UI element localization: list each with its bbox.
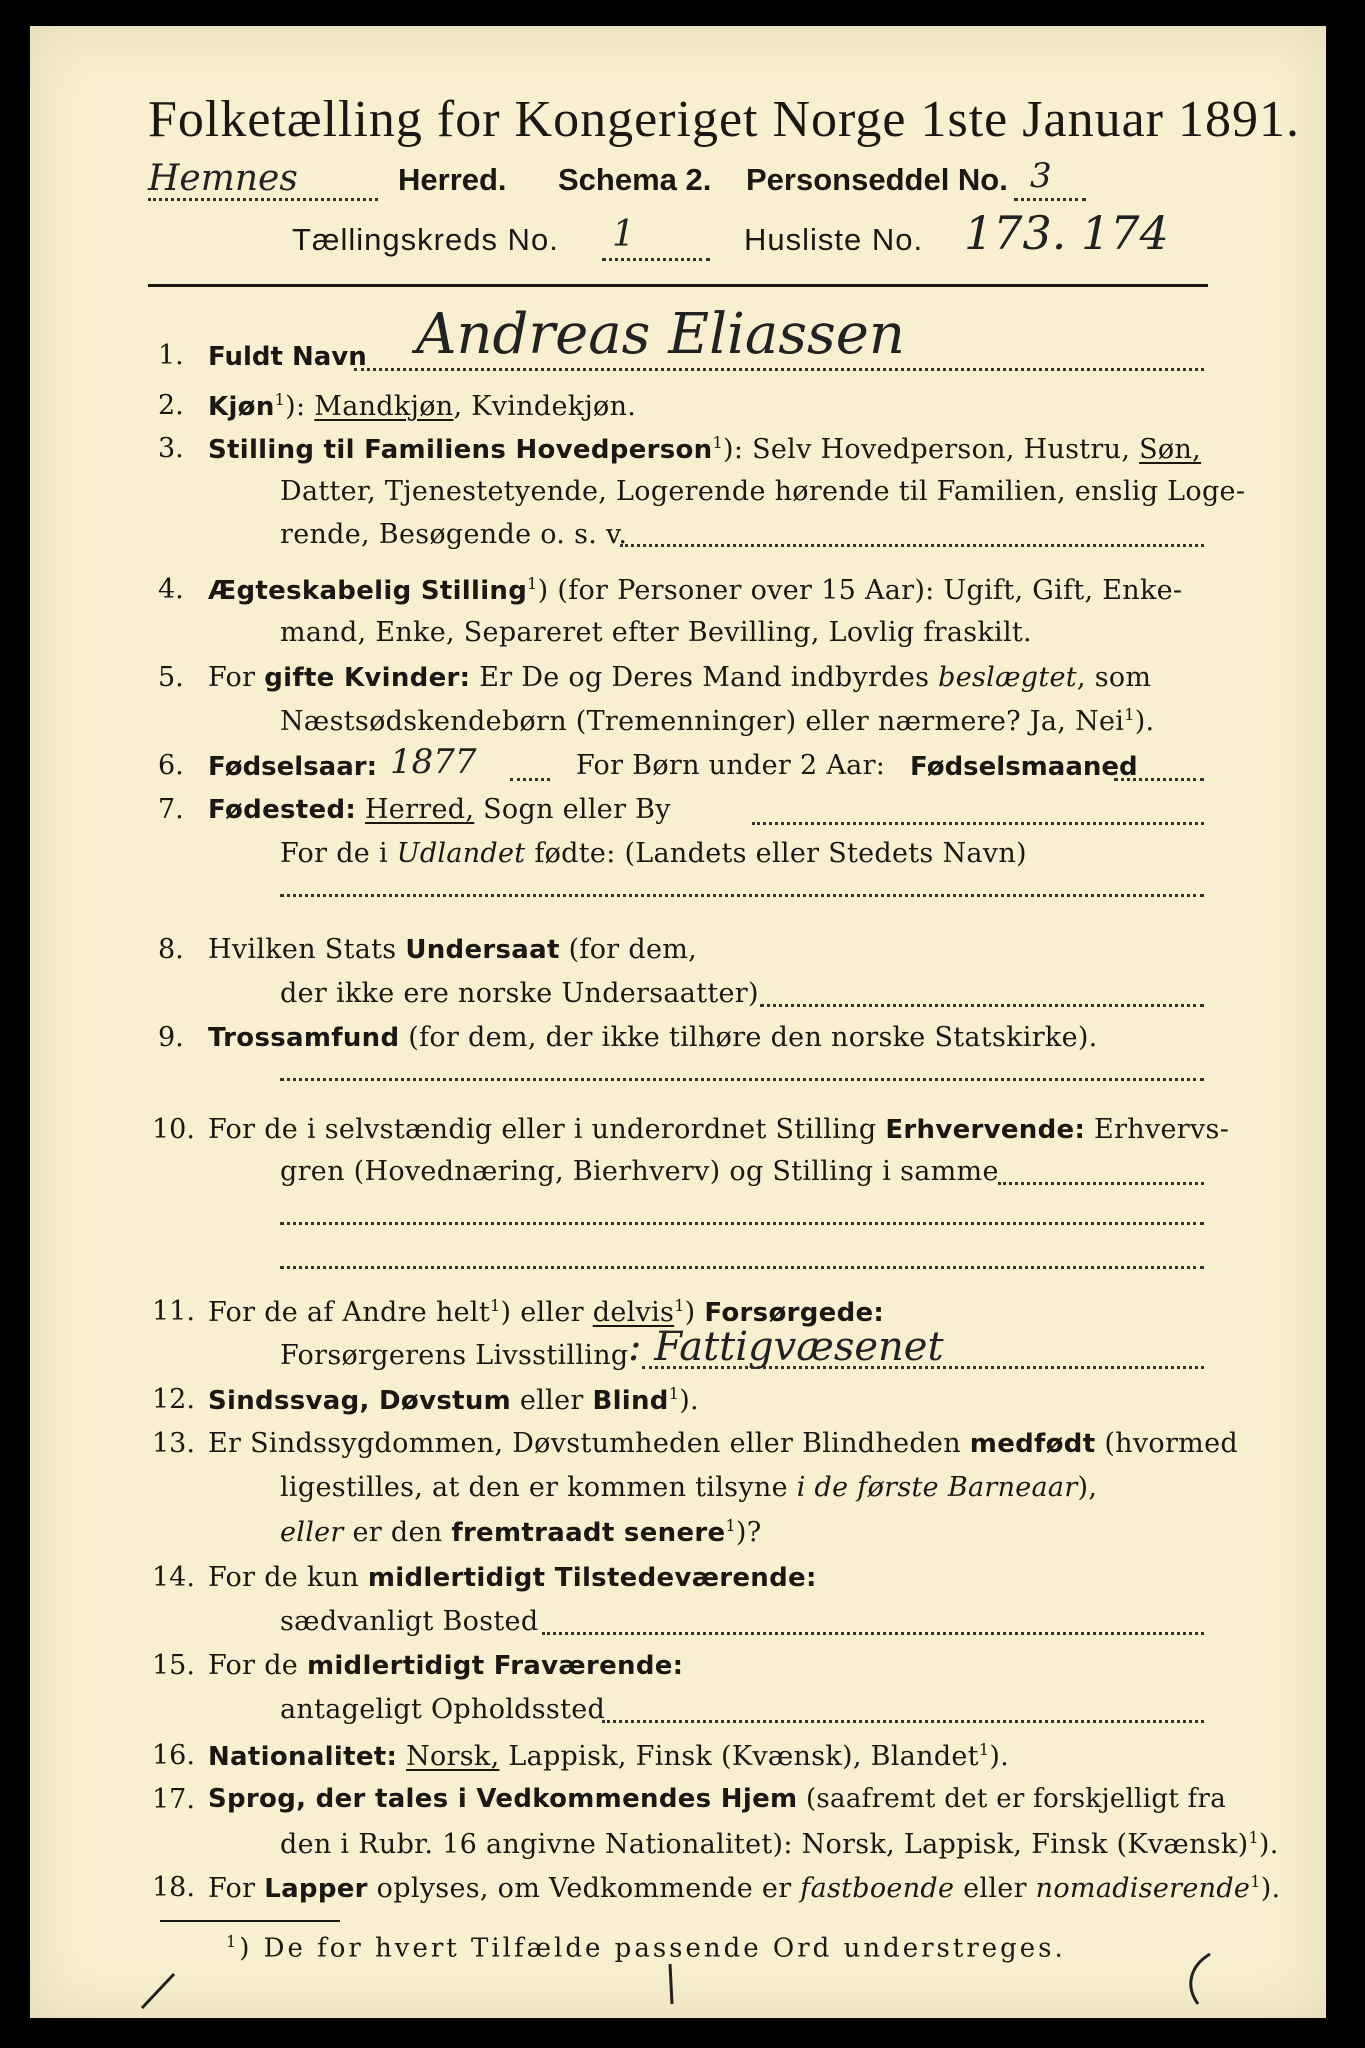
erhverv-label: Erhvervende: bbox=[885, 1115, 1086, 1145]
herred-handwritten: Hemnes bbox=[148, 158, 298, 199]
aegteskab-options: ) (for Personer over 15 Aar): Ugift, Gift, Enke- bbox=[537, 575, 1183, 606]
herred-label: Herred. bbox=[398, 162, 507, 197]
fremtraadt-label: fremtraadt senere bbox=[451, 1518, 726, 1548]
footnote-ref: 1 bbox=[1250, 1872, 1261, 1891]
lapper-nomadiserende: nomadiserende bbox=[1035, 1873, 1251, 1904]
trossamfund-label: Trossamfund bbox=[208, 1023, 400, 1053]
item-number: 17. bbox=[152, 1784, 195, 1815]
aegteskab-line-1 bbox=[208, 574, 1182, 606]
herred-dotline bbox=[148, 198, 378, 201]
census-form-sheet bbox=[30, 26, 1326, 2018]
pencil-mark-left bbox=[142, 1974, 174, 2008]
footnote-ref: 1 bbox=[712, 433, 723, 452]
medfodt-l2-prefix: ligestilles, at den er kommen tilsyne bbox=[280, 1472, 797, 1503]
fodested-label: Fødested: bbox=[208, 795, 357, 825]
fodselsaar-label: Fødselsaar: bbox=[208, 752, 377, 782]
item-number: 3. bbox=[158, 433, 184, 464]
udland-rest: fødte: (Landets eller Stedets Navn) bbox=[525, 838, 1027, 869]
fodselsaar-dotline bbox=[510, 778, 550, 781]
gifte-line-2-text: Næstsødskendebørn (Tremenninger) eller nærmere? Ja, Nei bbox=[280, 706, 1125, 737]
tilstede-prefix: For de kun bbox=[208, 1562, 368, 1593]
item-number: 8. bbox=[158, 934, 184, 965]
erhverv-dotline-3 bbox=[280, 1266, 1204, 1269]
gifte-prefix: For bbox=[208, 662, 265, 693]
tilstede-line-1 bbox=[208, 1562, 817, 1593]
kjon-line bbox=[208, 390, 636, 422]
medfodt-barneaar: i de første Barneaar bbox=[796, 1472, 1078, 1503]
fuldt-navn-label: Fuldt Navn bbox=[208, 342, 367, 372]
forsorgede-paren: ) bbox=[684, 1297, 705, 1328]
fodselsaar-note: For Børn under 2 Aar: bbox=[576, 750, 886, 781]
trossamfund-line bbox=[208, 1022, 1098, 1053]
gifte-som: , som bbox=[1076, 662, 1152, 693]
fodested-line-1 bbox=[208, 794, 671, 825]
forsorgede-label: Forsørgede: bbox=[704, 1298, 885, 1328]
lapper-eller: eller bbox=[954, 1873, 1036, 1904]
husliste-label: Husliste No. bbox=[744, 222, 924, 257]
medfodt-line-3 bbox=[280, 1516, 762, 1548]
personseddel-label: Personseddel No. bbox=[746, 162, 1008, 197]
footnote-marker: 1 bbox=[226, 1932, 240, 1951]
header-rule bbox=[148, 284, 1208, 287]
aegteskab-label: Ægteskabelig Stilling bbox=[208, 576, 528, 606]
kjon-rest: ): bbox=[285, 391, 315, 422]
fravaerende-prefix: For de bbox=[208, 1650, 307, 1681]
lapper-end: ). bbox=[1260, 1873, 1281, 1904]
item-number: 10. bbox=[152, 1114, 195, 1145]
udland-dotline bbox=[280, 894, 1204, 897]
item-number: 11. bbox=[152, 1296, 195, 1327]
nationalitet-line bbox=[208, 1740, 1009, 1772]
fodested-herred-underlined: Herred, bbox=[364, 794, 475, 825]
footnote-ref: 1 bbox=[725, 1516, 736, 1535]
forsorger-livsstilling-value: : Fattigvæsenet bbox=[628, 1324, 944, 1370]
fodselsmaaned-label: Fødselsmaaned bbox=[910, 752, 1138, 782]
item-number: 18. bbox=[152, 1872, 195, 1903]
footnote-rule bbox=[160, 1920, 340, 1922]
trossamfund-dotline bbox=[280, 1078, 1204, 1081]
blind-label: Blind bbox=[592, 1386, 669, 1416]
aegteskab-line-2: mand, Enke, Separeret efter Bevilling, Lovlig fraskilt. bbox=[280, 617, 1032, 648]
personseddel-dotline bbox=[1014, 198, 1086, 201]
husliste-number: 173. 174 bbox=[964, 206, 1169, 260]
sprog-rest: (saafremt det er forskjelligt fra bbox=[797, 1784, 1227, 1814]
kjon-kvindekjon: , Kvindekjøn. bbox=[453, 391, 637, 422]
sprog-end: ). bbox=[1258, 1829, 1279, 1860]
footnote-ref: 1 bbox=[674, 1296, 685, 1315]
kreds-label: Tællingskreds No. bbox=[292, 222, 559, 257]
item-number: 12. bbox=[152, 1384, 195, 1415]
item-number: 7. bbox=[158, 794, 184, 825]
nationalitet-end: ). bbox=[989, 1741, 1010, 1772]
forsorgede-prefix: For de af Andre helt bbox=[208, 1297, 491, 1328]
item-number: 4. bbox=[158, 574, 184, 605]
item-number: 5. bbox=[158, 662, 184, 693]
lapper-mid: oplyses, om Vedkommende er bbox=[367, 1873, 801, 1904]
fodselsmaaned-dotline bbox=[1114, 778, 1204, 781]
fravaerende-line-1 bbox=[208, 1650, 683, 1681]
sindssvag-line bbox=[208, 1384, 699, 1416]
forsorger-livsstilling-label: Forsørgerens Livsstilling bbox=[280, 1340, 629, 1371]
stilling-options: ): Selv Hovedperson, Hustru, bbox=[722, 434, 1140, 465]
item-number: 16. bbox=[152, 1740, 195, 1771]
fodested-dotline bbox=[752, 822, 1204, 825]
gifte-beslaegtet: beslægtet bbox=[938, 662, 1077, 693]
item-number: 6. bbox=[158, 750, 184, 781]
item-number: 15. bbox=[152, 1650, 195, 1681]
undersaat-line-2: der ikke ere norske Undersaatter) bbox=[280, 978, 759, 1009]
gifte-line-2-end: ). bbox=[1134, 706, 1155, 737]
erhverv-line-2: gren (Hovednæring, Bierhverv) og Stilling i samme bbox=[280, 1156, 999, 1187]
gifte-question: Er De og Deres Mand indbyrdes bbox=[470, 662, 939, 693]
undersaat-prefix: Hvilken Stats bbox=[208, 934, 406, 965]
lapper-fastboende: fastboende bbox=[800, 1873, 955, 1904]
schema-label: Schema 2. bbox=[558, 162, 712, 197]
item-number: 2. bbox=[158, 390, 184, 421]
item-number: 13. bbox=[152, 1428, 195, 1459]
stilling-line-3: rende, Besøgende o. s. v. bbox=[280, 519, 628, 550]
lapper-prefix: For bbox=[208, 1873, 265, 1904]
bosted-dotline bbox=[542, 1632, 1204, 1635]
forsorgede-eller: ) eller bbox=[500, 1297, 593, 1328]
forsorger-dotline bbox=[642, 1366, 1204, 1369]
fodested-rest: Sogn eller By bbox=[474, 794, 671, 825]
opholdssted-label: antageligt Opholdssted bbox=[280, 1694, 606, 1725]
erhverv-dotline-1 bbox=[998, 1182, 1204, 1185]
sprog-line-2 bbox=[280, 1828, 1279, 1860]
undersaat-label: Undersaat bbox=[405, 935, 560, 965]
forsorgede-delvis-underlined: delvis bbox=[592, 1297, 675, 1328]
medfodt-rest: (hvormed bbox=[1095, 1428, 1238, 1459]
lapper-label: Lapper bbox=[264, 1874, 368, 1904]
trossamfund-rest: (for dem, der ikke tilhøre den norske Statskirke). bbox=[399, 1022, 1098, 1053]
stilling-line-1 bbox=[208, 433, 1201, 465]
footnote-ref: 1 bbox=[490, 1296, 501, 1315]
sprog-label: Sprog, der tales i Vedkommendes Hjem bbox=[208, 1784, 798, 1814]
gifte-label: gifte Kvinder: bbox=[264, 663, 471, 693]
medfodt-label: medfødt bbox=[969, 1429, 1096, 1459]
footnote-ref: 1 bbox=[274, 390, 286, 409]
udland-prefix: For de i bbox=[280, 838, 397, 869]
medfodt-eller: eller bbox=[280, 1517, 344, 1548]
footnote-ref: 1 bbox=[527, 574, 538, 593]
pencil-marks bbox=[130, 1946, 1270, 2016]
kjon-mandkjon-underlined: Mandkjøn bbox=[314, 391, 454, 422]
medfodt-line-1 bbox=[208, 1428, 1238, 1459]
erhverv-dotline-2 bbox=[280, 1222, 1204, 1225]
erhverv-prefix: For de i selvstændig eller i underordnet Stilling bbox=[208, 1114, 886, 1145]
footnote-ref: 1 bbox=[1124, 705, 1135, 724]
sindssvag-eller: eller bbox=[511, 1385, 593, 1416]
footnote-ref: 1 bbox=[1248, 1828, 1259, 1847]
nationalitet-rest: Lappisk, Finsk (Kvænsk), Blandet bbox=[499, 1741, 979, 1772]
footnote-ref: 1 bbox=[978, 1740, 990, 1759]
medfodt-prefix: Er Sindssygdommen, Døvstumheden eller Blindheden bbox=[208, 1428, 970, 1459]
medfodt-l3-mid: er den bbox=[343, 1517, 452, 1548]
sprog-line-2-text: den i Rubr. 16 angivne Nationalitet): Norsk, Lappisk, Finsk (Kvænsk) bbox=[280, 1829, 1249, 1860]
footnote-text: ) De for hvert Tilfælde passende Ord understreges. bbox=[239, 1933, 1066, 1964]
nationalitet-norsk-underlined: Norsk, bbox=[406, 1741, 500, 1772]
personseddel-number: 3 bbox=[1030, 156, 1052, 196]
lapper-line bbox=[208, 1872, 1280, 1904]
nationalitet-label: Nationalitet: bbox=[208, 1742, 398, 1772]
kreds-dotline bbox=[602, 258, 710, 261]
fodested-line-2 bbox=[280, 838, 1027, 869]
medfodt-l2-end: ), bbox=[1077, 1472, 1098, 1503]
udland-italic: Udlandet bbox=[396, 838, 526, 869]
stilling-son-underlined: Søn, bbox=[1139, 434, 1202, 465]
sprog-line-1 bbox=[208, 1784, 1226, 1814]
medfodt-l3-end: )? bbox=[735, 1517, 762, 1548]
erhverv-rest: Erhvervs- bbox=[1085, 1114, 1230, 1145]
opholdssted-dotline bbox=[602, 1720, 1204, 1723]
kjon-label: Kjøn bbox=[208, 392, 275, 422]
item-number: 1. bbox=[158, 340, 184, 371]
item-number: 9. bbox=[158, 1022, 184, 1053]
fuldt-navn-value: Andreas Eliassen bbox=[416, 302, 905, 367]
gifte-line-1 bbox=[208, 662, 1151, 693]
fuldt-navn-dotline bbox=[354, 368, 1204, 371]
sindssvag-end: ). bbox=[679, 1385, 699, 1416]
undersaat-line-1 bbox=[208, 934, 697, 965]
stilling-line-2: Datter, Tjenestetyende, Logerende hørende til Familien, enslig Loge- bbox=[280, 476, 1246, 507]
kreds-number: 1 bbox=[612, 214, 635, 255]
fravaerende-label: midlertidigt Fraværende: bbox=[306, 1651, 684, 1681]
pencil-mark-center bbox=[670, 1964, 672, 2004]
erhverv-line-1 bbox=[208, 1114, 1229, 1145]
stilling-dotline bbox=[620, 544, 1204, 547]
gifte-line-2 bbox=[280, 705, 1154, 737]
undersaat-rest: (for dem, bbox=[559, 934, 698, 965]
bosted-label: sædvanligt Bosted bbox=[280, 1606, 539, 1637]
footnote-ref: 1 bbox=[668, 1384, 680, 1403]
medfodt-line-2 bbox=[280, 1472, 1097, 1503]
pencil-mark-right bbox=[1191, 1954, 1210, 2004]
item-number: 14. bbox=[152, 1562, 195, 1593]
sindssvag-label: Sindssvag, Døvstum bbox=[208, 1386, 512, 1416]
form-title: Folketælling for Kongeriget Norge 1ste Januar 1891. bbox=[148, 91, 1300, 148]
undersaat-dotline bbox=[760, 1004, 1204, 1007]
fodselsaar-value: 1877 bbox=[390, 742, 477, 782]
tilstede-label: midlertidigt Tilstedeværende: bbox=[367, 1563, 817, 1593]
stilling-label: Stilling til Familiens Hovedperson bbox=[208, 435, 713, 465]
